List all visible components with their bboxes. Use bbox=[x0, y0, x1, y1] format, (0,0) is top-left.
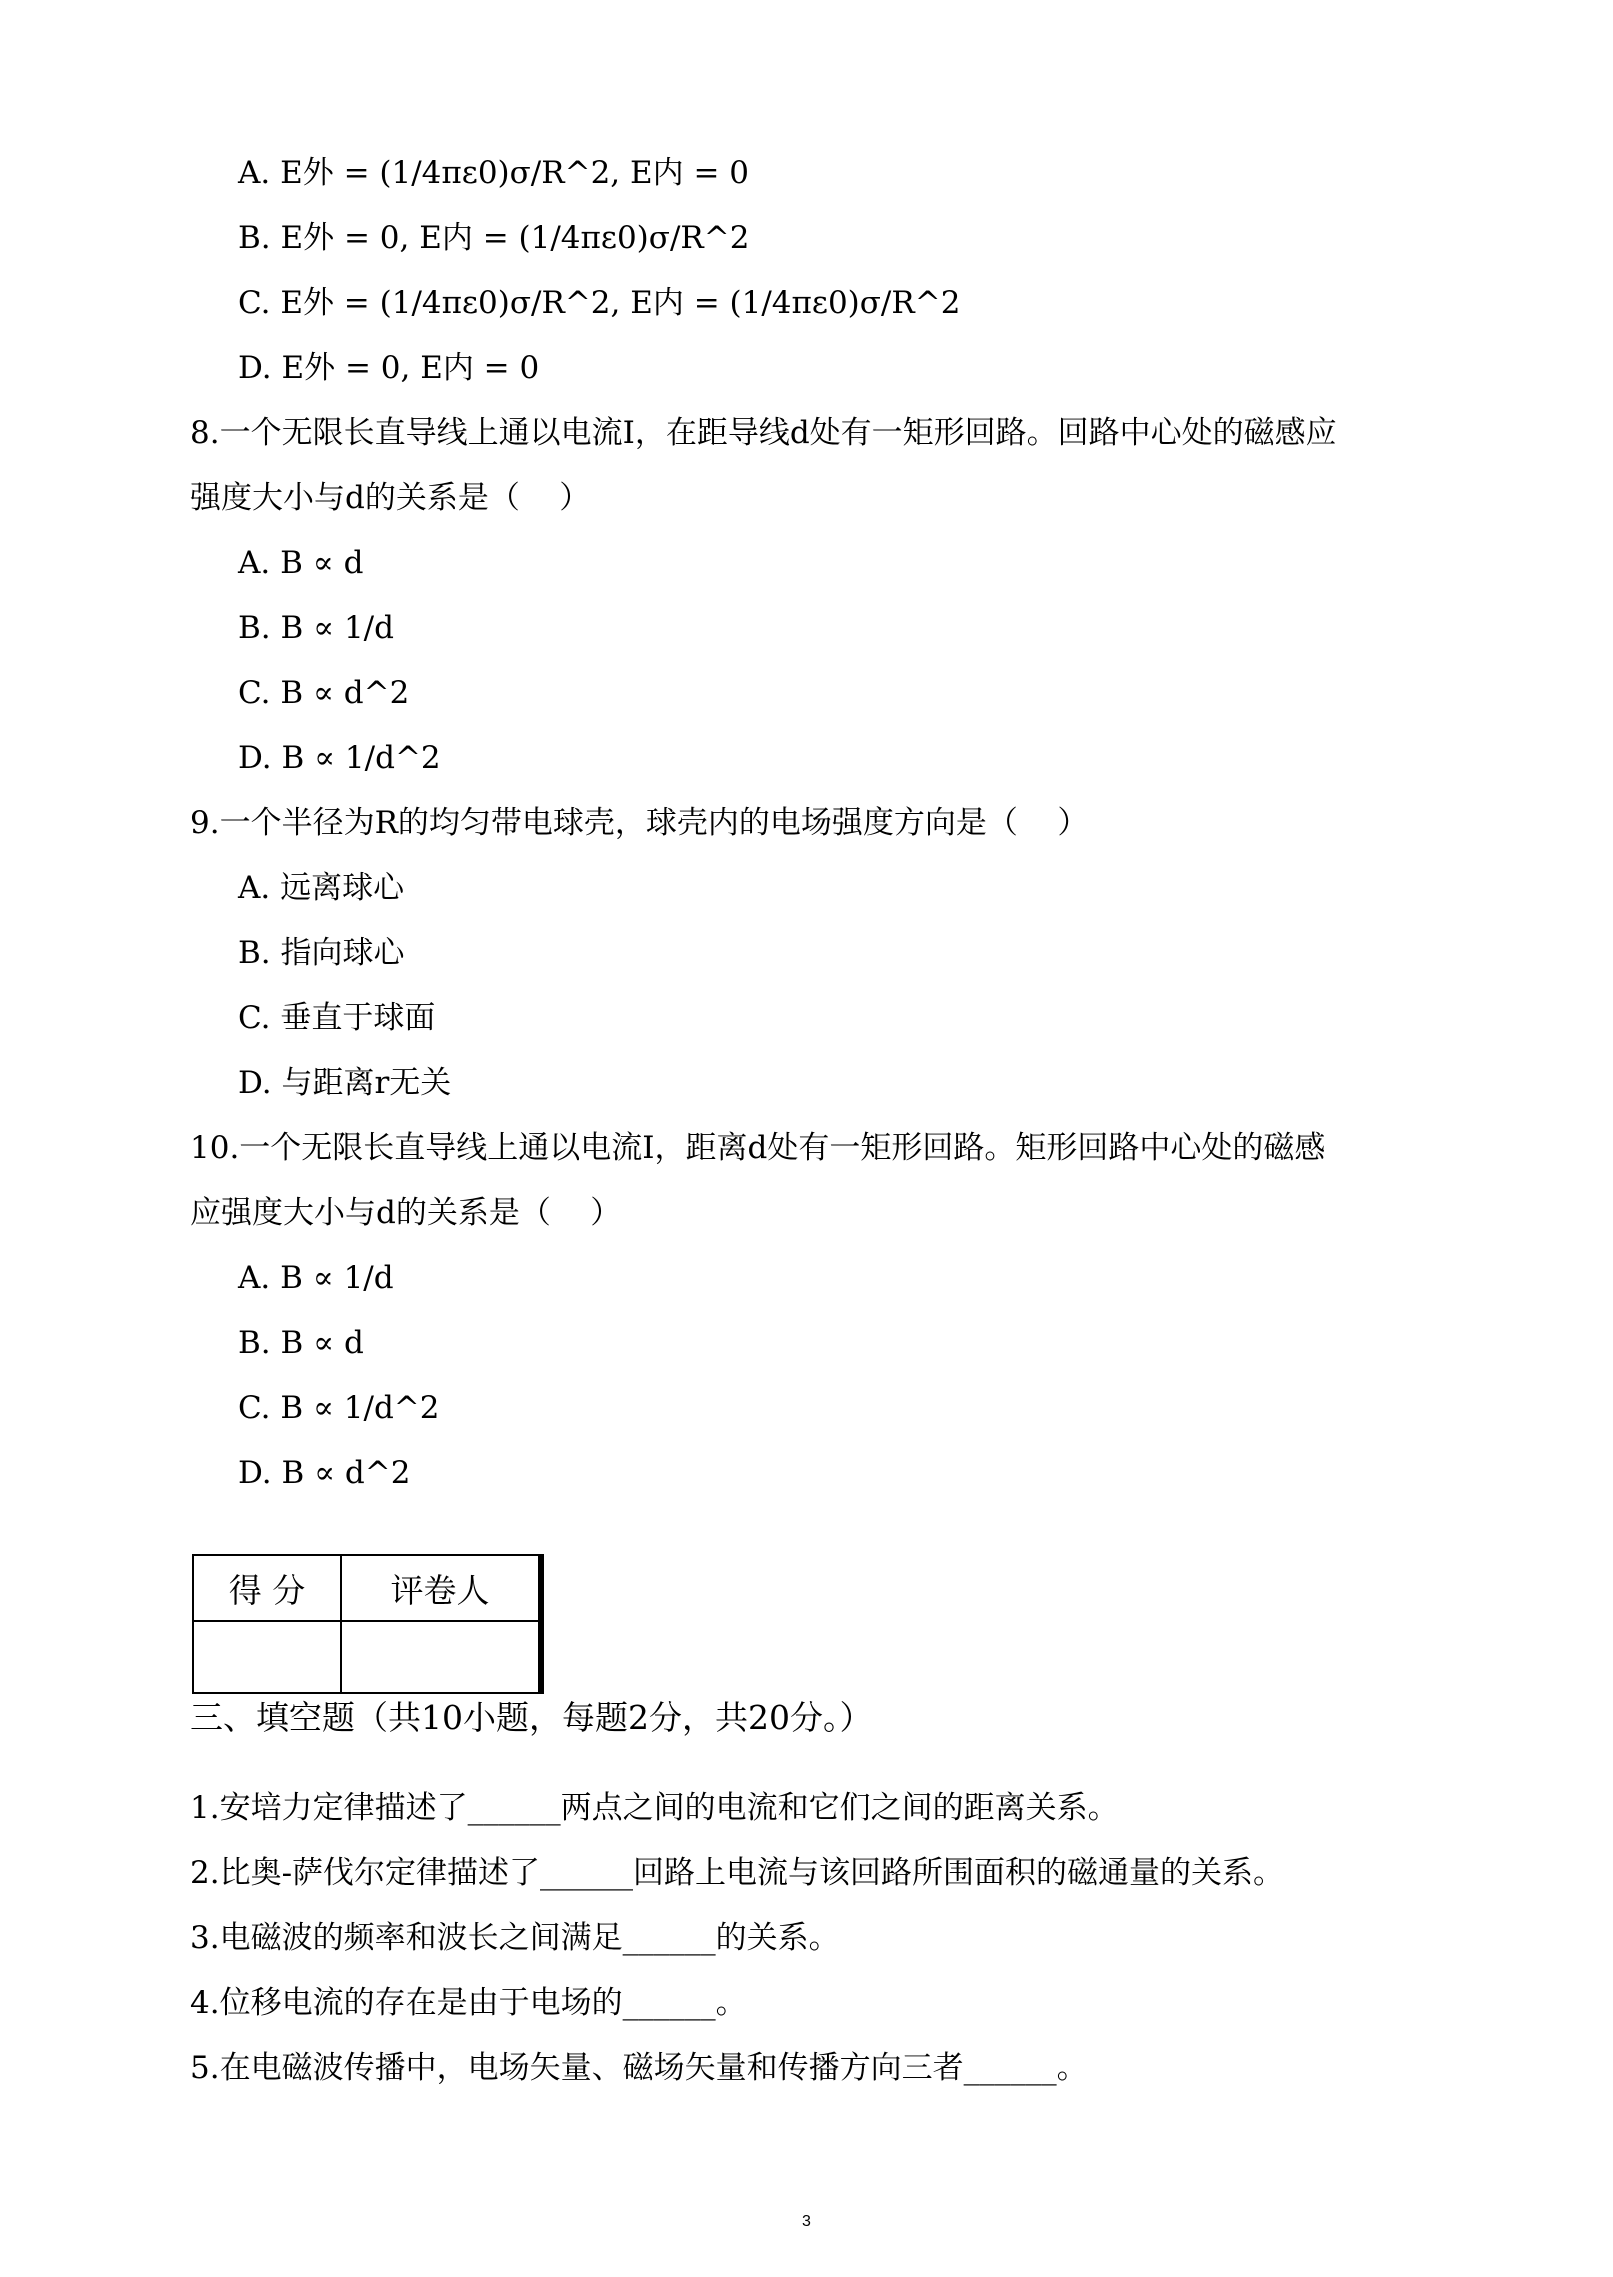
grader-header: 评卷人 bbox=[341, 1555, 539, 1621]
fill-item-5: 5.在电磁波传播中，电场矢量、磁场矢量和传播方向三者______。 bbox=[190, 2050, 1088, 2086]
q8-option-a: A. B ∝ d bbox=[238, 545, 364, 581]
grader-cell[interactable] bbox=[341, 1621, 539, 1693]
score-header: 得 分 bbox=[193, 1555, 341, 1621]
score-table bbox=[192, 1554, 540, 1694]
q8-option-b: B. B ∝ 1/d bbox=[238, 610, 394, 646]
q9-option-b: B. 指向球心 bbox=[238, 935, 405, 971]
q10-stem-line2: 应强度大小与d的关系是（ ） bbox=[190, 1195, 622, 1231]
q7-option-a: A. E外 = (1/4πε0)σ/R^2, E内 = 0 bbox=[238, 155, 750, 191]
q7-option-b: B. E外 = 0, E内 = (1/4πε0)σ/R^2 bbox=[238, 220, 750, 256]
page-number: 3 bbox=[802, 2213, 811, 2230]
score-cell[interactable] bbox=[193, 1621, 341, 1693]
fill-item-1: 1.安培力定律描述了______两点之间的电流和它们之间的距离关系。 bbox=[190, 1790, 1119, 1826]
q7-option-c: C. E外 = (1/4πε0)σ/R^2, E内 = (1/4πε0)σ/R^2 bbox=[238, 285, 961, 321]
q9-option-c: C. 垂直于球面 bbox=[238, 1000, 436, 1036]
q8-option-c: C. B ∝ d^2 bbox=[238, 675, 410, 711]
q9-option-a: A. 远离球心 bbox=[238, 870, 405, 906]
q8-stem-line2: 强度大小与d的关系是（ ） bbox=[190, 480, 591, 516]
section-3-title: 三、填空题（共10小题，每题2分，共20分。） bbox=[190, 1698, 873, 1737]
q10-option-c: C. B ∝ 1/d^2 bbox=[238, 1390, 440, 1426]
q10-option-d: D. B ∝ d^2 bbox=[238, 1455, 411, 1491]
q10-option-b: B. B ∝ d bbox=[238, 1325, 364, 1361]
fill-item-3: 3.电磁波的频率和波长之间满足______的关系。 bbox=[190, 1920, 840, 1956]
q9-option-d: D. 与距离r无关 bbox=[238, 1065, 452, 1101]
fill-item-2: 2.比奥-萨伐尔定律描述了______回路上电流与该回路所围面积的磁通量的关系。 bbox=[190, 1855, 1285, 1891]
q9-stem: 9.一个半径为R的均匀带电球壳，球壳内的电场强度方向是（ ） bbox=[190, 805, 1089, 841]
q10-stem-line1: 10.一个无限长直导线上通以电流I，距离d处有一矩形回路。矩形回路中心处的磁感 bbox=[190, 1130, 1326, 1166]
q8-stem-line1: 8.一个无限长直导线上通以电流I，在距导线d处有一矩形回路。回路中心处的磁感应 bbox=[190, 415, 1337, 451]
fill-item-4: 4.位移电流的存在是由于电场的______。 bbox=[190, 1985, 747, 2021]
q10-option-a: A. B ∝ 1/d bbox=[238, 1260, 394, 1296]
q7-option-d: D. E外 = 0, E内 = 0 bbox=[238, 350, 540, 386]
q8-option-d: D. B ∝ 1/d^2 bbox=[238, 740, 441, 776]
